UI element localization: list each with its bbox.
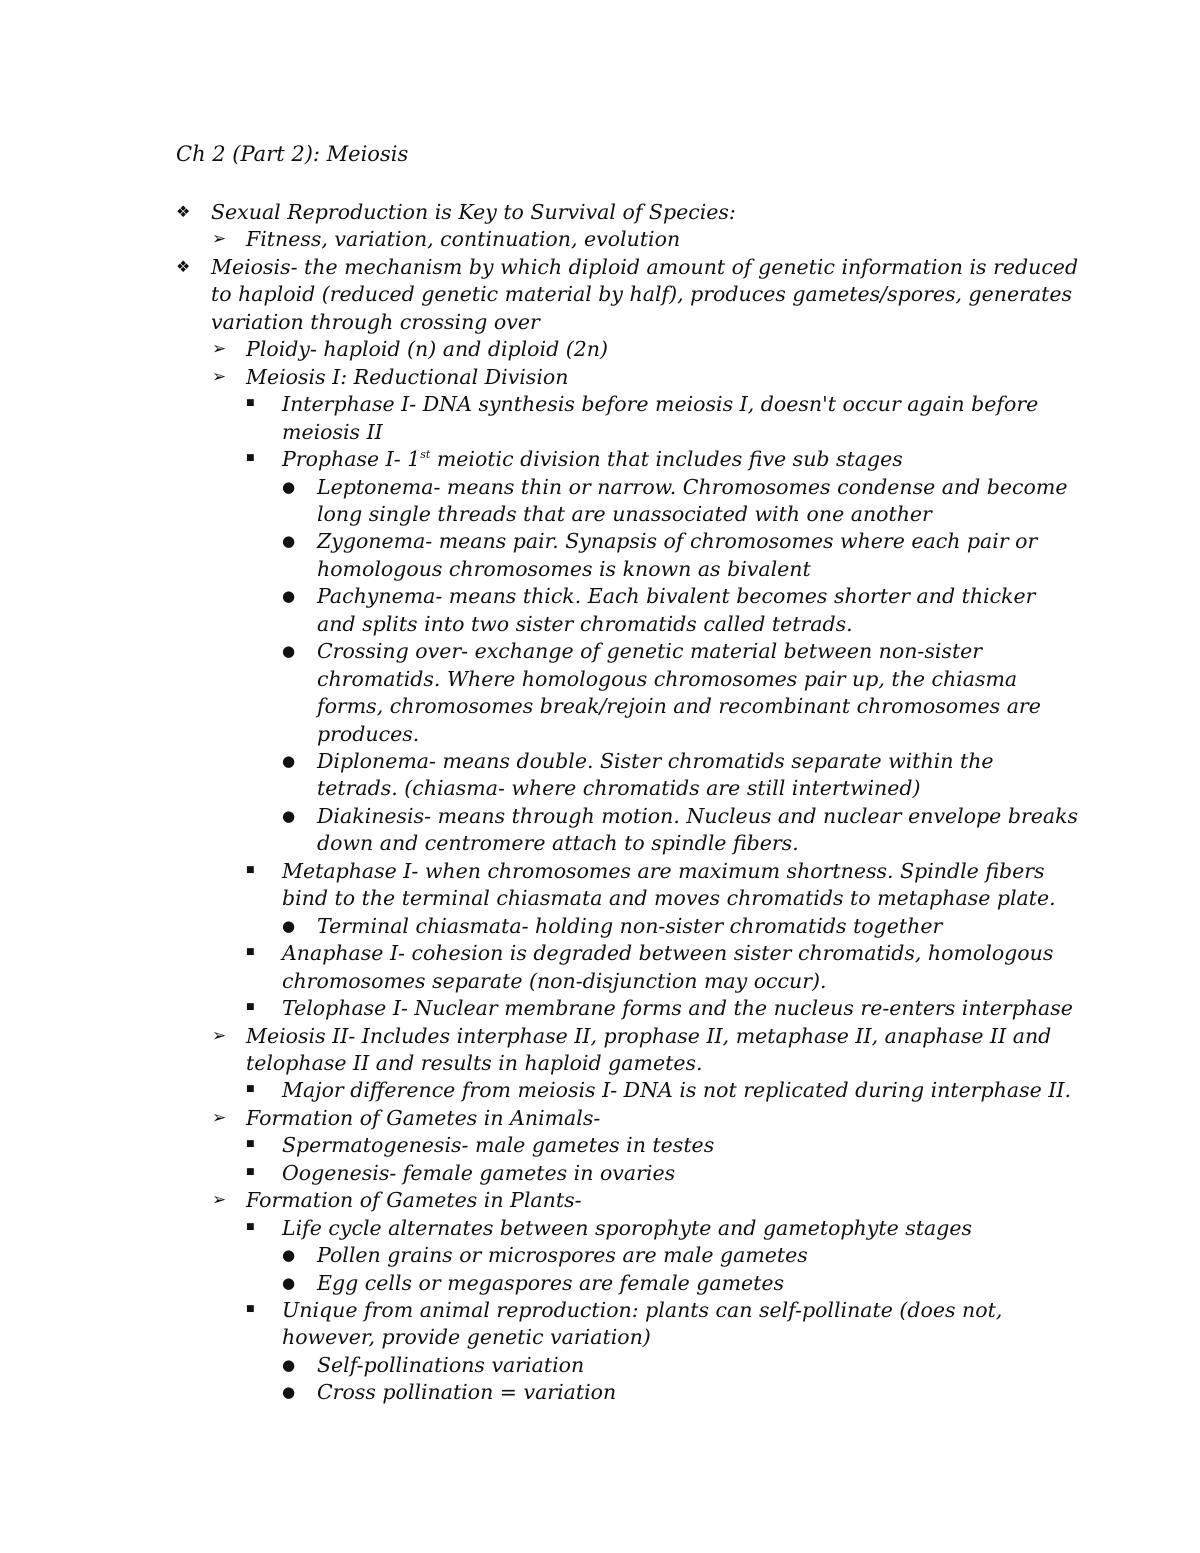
- square-bullet-icon: ■: [246, 1002, 255, 1013]
- outline-line: [0, 967, 1200, 995]
- outline-text: Sexual Reproduction is Key to Survival of Species:: [211, 200, 736, 224]
- arrow-bullet-icon: ➢: [212, 1190, 227, 1211]
- outline-text: down and centromere attach to spindle fibers.: [317, 831, 799, 856]
- outline-line: [0, 555, 1200, 583]
- outline-text: meiosis II: [282, 419, 383, 444]
- outline-text: [282, 445, 903, 473]
- outline-line: [0, 1323, 1200, 1351]
- outline-text: Pollen grains or microspores are male gametes: [317, 1243, 808, 1268]
- outline-line: [0, 1296, 1200, 1324]
- outline-text: variation through crossing over: [211, 309, 540, 334]
- outline-line: [0, 280, 1200, 308]
- outline-line: [0, 308, 1200, 336]
- outline-line: [0, 1049, 1200, 1077]
- outline-text: Metaphase I- when chromosomes are maximum shortness. Spindle fibers: [282, 858, 1045, 883]
- diamond-bullet-icon: ❖: [176, 256, 191, 276]
- outline-text: chromosomes separate (non-disjunction may occur).: [282, 968, 827, 993]
- outline-line: [0, 884, 1200, 912]
- outline-text: Oogenesis- female gametes in ovaries: [282, 1160, 676, 1185]
- ordinal-superscript: st: [420, 448, 431, 462]
- outline-text: forms, chromosomes break/rejoin and recombinant chromosomes are: [317, 694, 1041, 719]
- outline-line: [0, 829, 1200, 857]
- outline-line: [0, 637, 1200, 665]
- outline-line: [0, 198, 1200, 226]
- dot-bullet-icon: ●: [282, 1273, 296, 1292]
- outline-line: [0, 390, 1200, 418]
- outline-line: [0, 253, 1200, 281]
- outline-text: and splits into two sister chromatids called tetrads.: [317, 611, 853, 636]
- outline-line: [0, 1022, 1200, 1050]
- outline-line: [0, 527, 1200, 555]
- outline-line: [0, 1186, 1200, 1214]
- arrow-bullet-icon: ➢: [212, 1107, 227, 1128]
- outline-line: [0, 1104, 1200, 1132]
- outline-text: Life cycle alternates between sporophyte and gametophyte stages: [282, 1215, 972, 1240]
- dot-bullet-icon: ●: [282, 1355, 296, 1374]
- outline-line: [0, 418, 1200, 446]
- outline-text: Formation of Gametes in Animals-: [246, 1105, 601, 1130]
- outline-line: [0, 802, 1200, 830]
- outline-text: Crossing over- exchange of genetic material between non-sister: [317, 639, 983, 664]
- square-bullet-icon: ■: [246, 453, 255, 464]
- outline-line: [0, 1076, 1200, 1104]
- outline-text: Meiosis II- Includes interphase II, prophase II, metaphase II, anaphase II and: [246, 1023, 1052, 1048]
- outline-text: Unique from animal reproduction: plants can self-pollinate (does not,: [282, 1298, 1003, 1322]
- dot-bullet-icon: ●: [282, 1246, 296, 1265]
- dot-bullet-icon: ●: [282, 642, 296, 661]
- square-bullet-icon: ■: [246, 1084, 255, 1095]
- outline-text: long single threads that are unassociated with one another: [317, 501, 932, 526]
- outline-line: [0, 1378, 1200, 1406]
- outline-line: [0, 225, 1200, 253]
- outline-text: Egg cells or megaspores are female gametes: [317, 1270, 785, 1295]
- outline-line: [0, 939, 1200, 967]
- outline-text: Leptonema- means thin or narrow. Chromosomes condense and become: [317, 474, 1068, 499]
- dot-bullet-icon: ●: [282, 916, 296, 935]
- outline-line: [0, 912, 1200, 940]
- outline-text: Spermatogenesis- male gametes in testes: [282, 1133, 715, 1158]
- outline-text: produces.: [317, 721, 420, 746]
- outline-line: [0, 473, 1200, 501]
- outline-text: Meiosis- the mechanism by which diploid amount of genetic information is reduced: [211, 254, 1079, 279]
- outline-text: Formation of Gametes in Plants-: [246, 1188, 582, 1213]
- outline-text: Diplonema- means double. Sister chromatids separate within the: [317, 749, 994, 773]
- outline-line: [0, 1159, 1200, 1187]
- arrow-bullet-icon: ➢: [212, 229, 227, 250]
- square-bullet-icon: ■: [246, 1166, 255, 1177]
- square-bullet-icon: ■: [246, 1304, 255, 1314]
- outline-line: [0, 774, 1200, 802]
- outline-text: telophase II and results in haploid gametes.: [246, 1050, 703, 1075]
- outline-text: Cross pollination = variation: [317, 1380, 617, 1405]
- arrow-bullet-icon: ➢: [212, 1025, 227, 1046]
- outline-text: Telophase I- Nuclear membrane forms and the nucleus re-enters interphase: [282, 996, 1073, 1021]
- outline-line: [0, 610, 1200, 638]
- dot-bullet-icon: ●: [282, 477, 296, 496]
- outline-line: [0, 747, 1200, 775]
- dot-bullet-icon: ●: [282, 532, 296, 551]
- outline-text: Fitness, variation, continuation, evolution: [246, 227, 681, 252]
- outline-text: to haploid (reduced genetic material by half), produces gametes/spores, generates: [211, 282, 1073, 307]
- square-bullet-icon: ■: [246, 1221, 255, 1232]
- outline-line: [0, 692, 1200, 720]
- outline-line: [0, 1131, 1200, 1159]
- outline-line: [0, 500, 1200, 528]
- outline-text-part: meiotic division that includes five sub stages: [430, 447, 903, 472]
- square-bullet-icon: ■: [246, 398, 255, 409]
- outline-text: Diakinesis- means through motion. Nucleus and nuclear envelope breaks: [317, 803, 1079, 828]
- square-bullet-icon: ■: [246, 1139, 255, 1150]
- outline-text: Meiosis I: Reductional Division: [246, 364, 569, 389]
- diamond-bullet-icon: ❖: [176, 202, 191, 221]
- dot-bullet-icon: ●: [282, 587, 296, 606]
- dot-bullet-icon: ●: [282, 752, 296, 770]
- outline-line: [0, 1214, 1200, 1242]
- outline-line: [0, 335, 1200, 363]
- outline-text: Major difference from meiosis I- DNA is not replicated during interphase II.: [282, 1078, 1071, 1103]
- outline-text: Anaphase I- cohesion is degraded between sister chromatids, homologous: [282, 941, 1054, 966]
- outline-text: Zygonema- means pair. Synapsis of chromosomes where each pair or: [317, 529, 1038, 554]
- dot-bullet-icon: ●: [282, 806, 296, 825]
- outline-line: [0, 1241, 1200, 1269]
- outline-line: [0, 857, 1200, 885]
- outline-text: Self-pollinations variation: [317, 1352, 585, 1377]
- outline-text: however, provide genetic variation): [282, 1325, 651, 1350]
- outline-line: [0, 994, 1200, 1022]
- outline-text-part: Prophase I- 1: [282, 447, 421, 472]
- outline-text: Interphase I- DNA synthesis before meiosis I, doesn't occur again before: [282, 392, 1039, 417]
- square-bullet-icon: ■: [246, 947, 255, 958]
- outline-line: [0, 582, 1200, 610]
- square-bullet-icon: ■: [246, 864, 255, 875]
- outline-line: [0, 1351, 1200, 1379]
- outline-line: [0, 665, 1200, 693]
- outline-text: chromatids. Where homologous chromosomes pair up, the chiasma: [317, 666, 1018, 691]
- page-title: Ch 2 (Part 2): Meiosis: [176, 142, 409, 166]
- arrow-bullet-icon: ➢: [212, 366, 227, 387]
- outline-text: tetrads. (chiasma- where chromatids are still intertwined): [317, 776, 921, 801]
- dot-bullet-icon: ●: [282, 1383, 296, 1402]
- outline-text: Pachynema- means thick. Each bivalent becomes shorter and thicker: [317, 584, 1036, 609]
- outline-text: bind to the terminal chiasmata and moves chromatids to metaphase plate.: [282, 886, 1056, 911]
- outline-text: Terminal chiasmata- holding non-sister chromatids together: [317, 913, 943, 938]
- outline-line: [0, 363, 1200, 391]
- arrow-bullet-icon: ➢: [212, 339, 227, 360]
- outline-text: Ploidy- haploid (n) and diploid (2n): [246, 337, 608, 362]
- outline-line: [0, 445, 1200, 473]
- outline-line: [0, 1269, 1200, 1297]
- outline-text: homologous chromosomes is known as bivalent: [317, 556, 811, 581]
- outline-line: [0, 720, 1200, 748]
